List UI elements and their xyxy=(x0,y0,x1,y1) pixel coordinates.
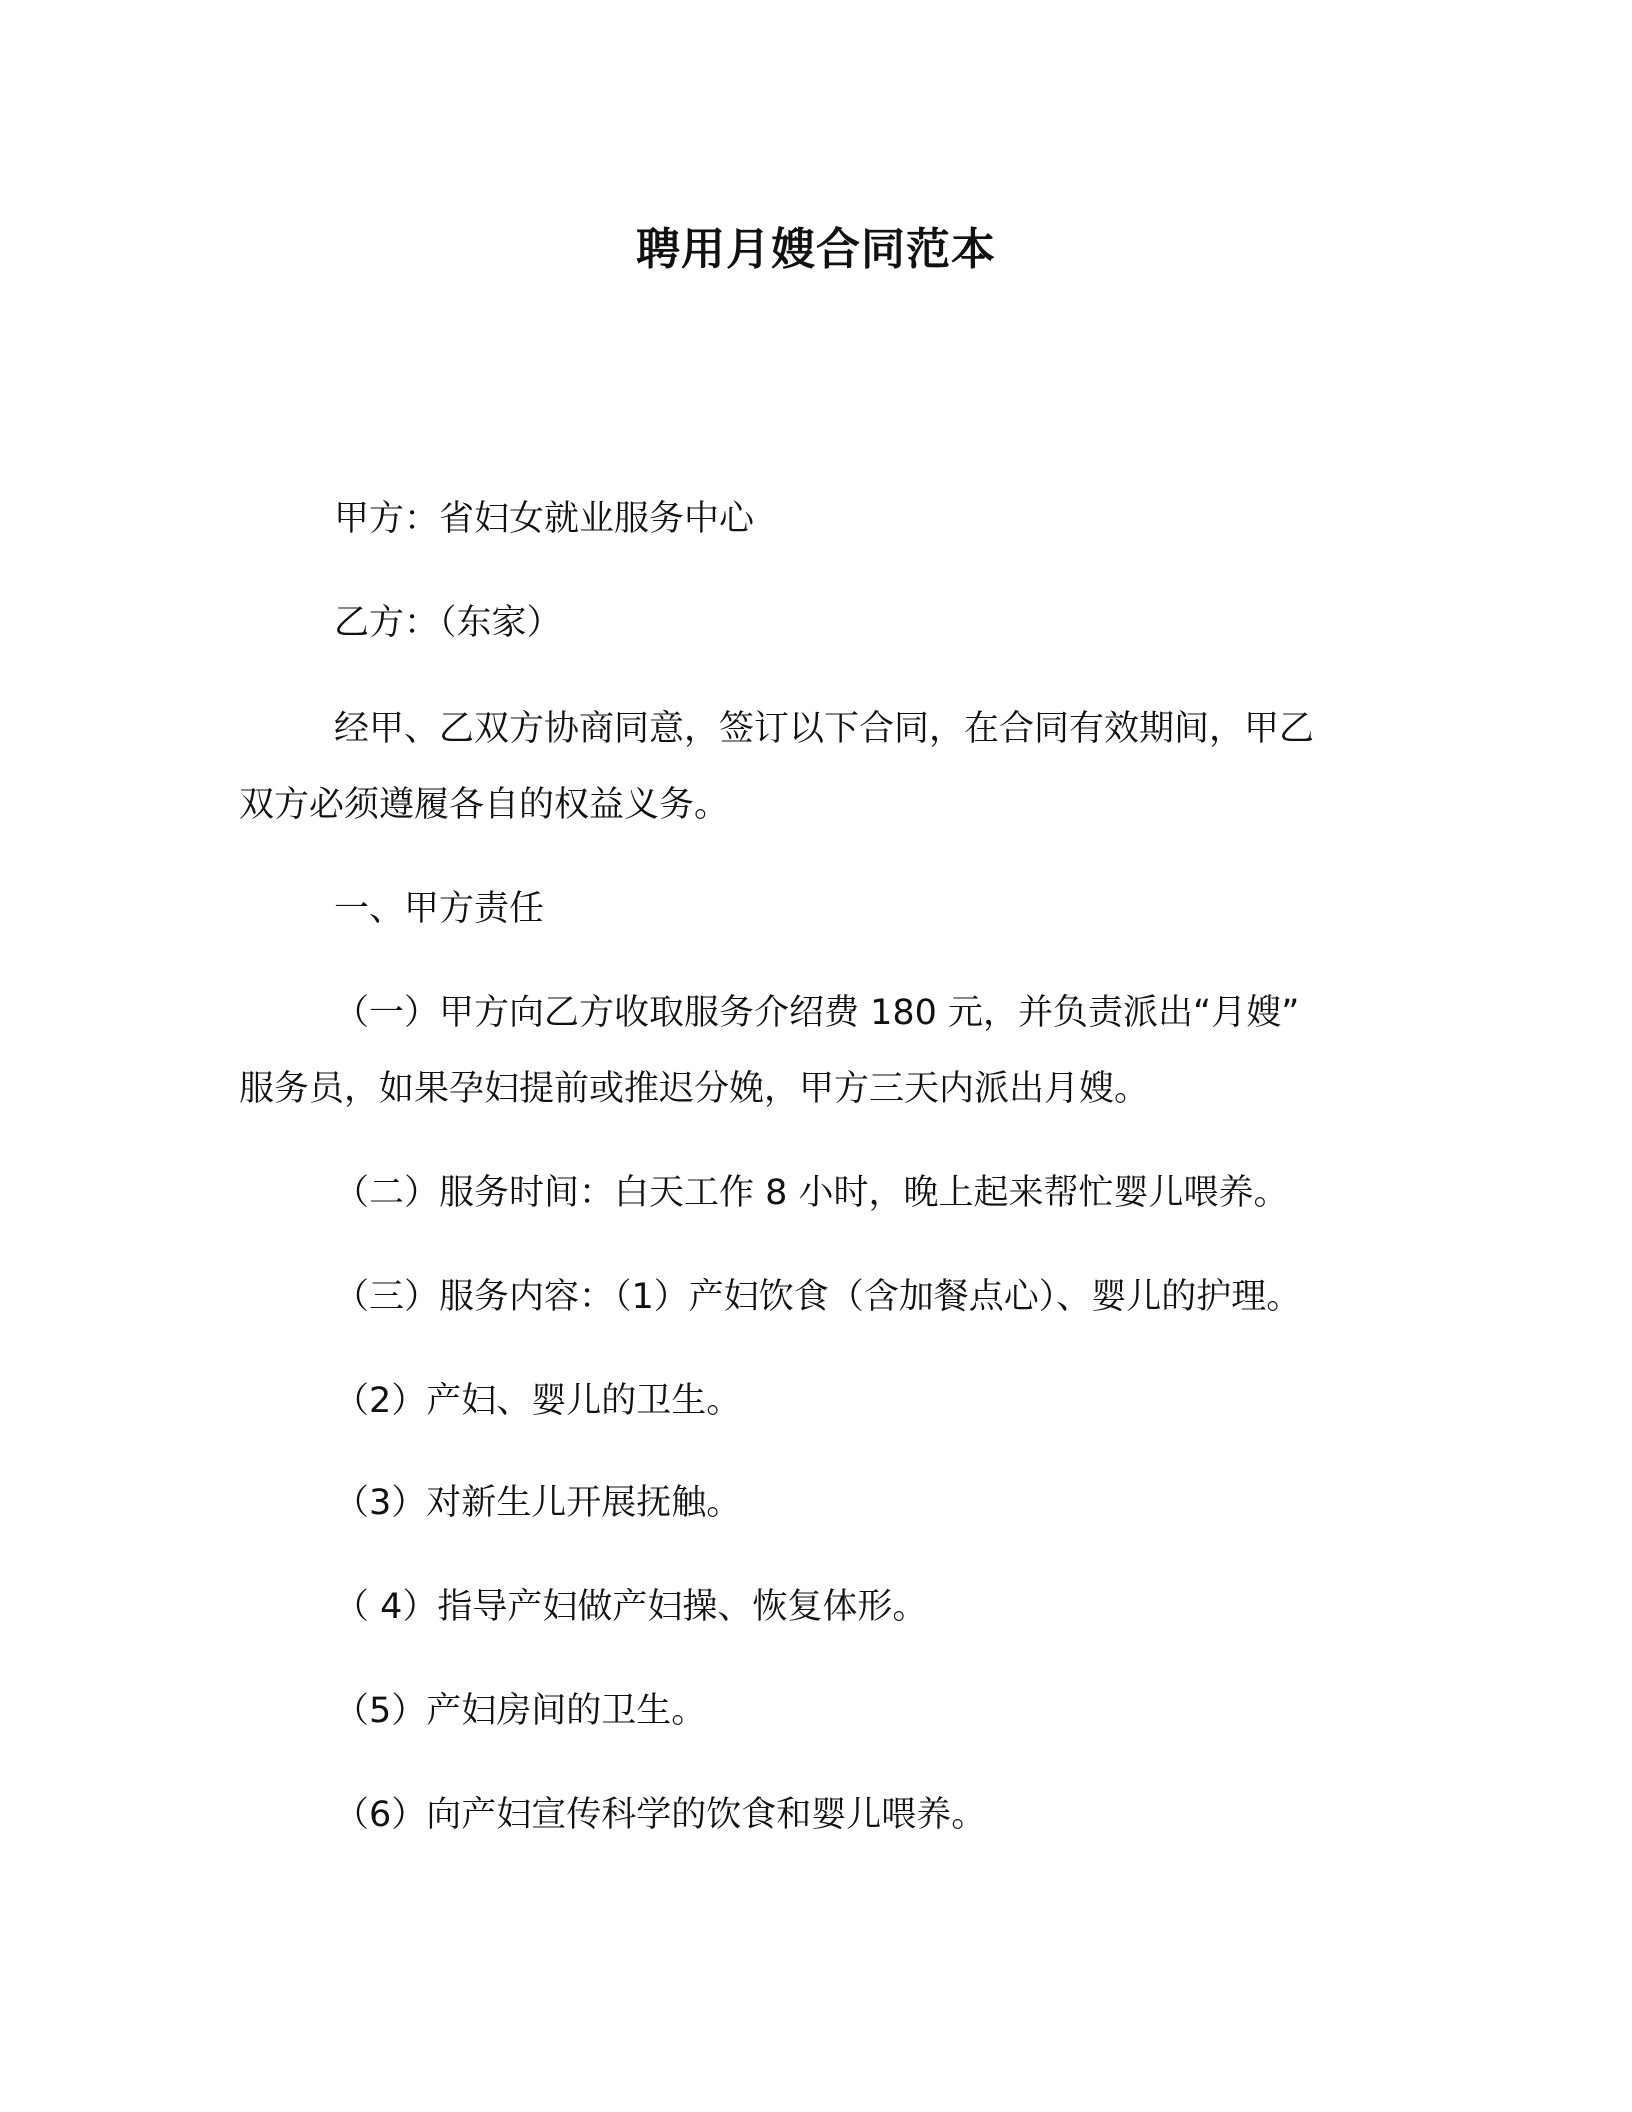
list-item: （ 4）指导产妇做产妇操、恢复体形。 xyxy=(334,1587,928,1627)
clause-2-line: （二）服务时间：白天工作 8 小时，晚上起来帮忙婴儿喂养。 xyxy=(334,1173,1289,1213)
clause-1-line-1: （一）甲方向乙方收取服务介绍费 180 元，并负责派出“月嫂” xyxy=(334,993,1300,1033)
list-item: （5）产妇房间的卫生。 xyxy=(334,1691,707,1731)
list-item: （6）向产妇宣传科学的饮食和婴儿喂养。 xyxy=(334,1795,987,1835)
preamble-line-2: 双方必须遵履各自的权益义务。 xyxy=(239,785,730,825)
preamble-line-1: 经甲、乙双方协商同意，签订以下合同，在合同有效期间，甲乙 xyxy=(334,709,1315,749)
clause-3-line: （三）服务内容：（1）产妇饮食（含加餐点心）、婴儿的护理。 xyxy=(334,1277,1302,1317)
party-b-line: 乙方：（东家） xyxy=(334,603,562,643)
list-item: （3）对新生儿开展抚触。 xyxy=(334,1483,742,1523)
section-1-heading: 一、甲方责任 xyxy=(334,889,545,929)
list-item: （2）产妇、婴儿的卫生。 xyxy=(334,1381,742,1421)
clause-1-line-2: 服务员，如果孕妇提前或推迟分娩，甲方三天内派出月嫂。 xyxy=(239,1069,1150,1109)
document-title: 聘用月嫂合同范本 xyxy=(636,224,996,275)
party-a-line: 甲方：省妇女就业服务中心 xyxy=(334,499,755,539)
